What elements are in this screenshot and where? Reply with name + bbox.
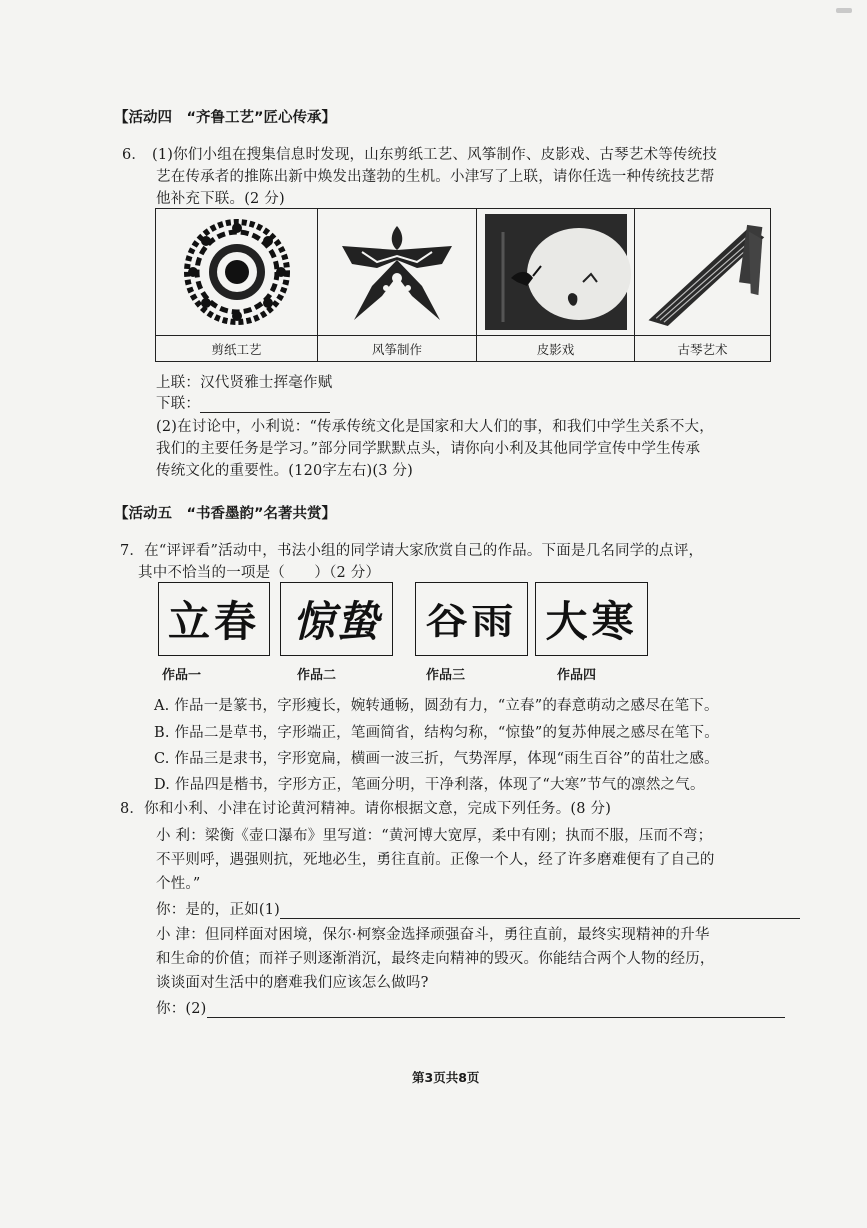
work-3-chars: 谷雨 (425, 600, 518, 642)
work-2-caption: 作品二 (297, 668, 337, 683)
q6-part1-line3: 他补充下联。(2 分) (156, 191, 285, 207)
work-4-calligraphy (535, 582, 648, 656)
q6-part1-line1: (1)你们小组在搜集信息时发现，山东剪纸工艺、风筝制作、皮影戏、古琴艺术等传统技 (152, 147, 718, 163)
work-1-chars: 立春 (167, 597, 260, 646)
work-1-caption: 作品一 (162, 668, 202, 683)
work-3-calligraphy (415, 582, 528, 656)
q8-xiaojin-line3: 谈谈面对生活中的磨难我们应该怎么做吗? (156, 975, 429, 991)
lower-couplet-row (156, 392, 330, 413)
craft-caption-kite: 风筝制作 (318, 336, 477, 361)
q6-part2-line1: (2)在讨论中，小利说：“传承传统文化是国家和大人们的事，和我们中学生关系不大， (156, 419, 714, 435)
work-2-chars: 惊蛰 (292, 597, 381, 646)
q7-line1: 7．在“评评看”活动中，书法小组的同学请大家欣赏自己的作品。下面是几名同学的点评， (120, 543, 704, 559)
q8-you-2-label: 你：(2) (156, 1001, 207, 1017)
craft-caption-shadow-puppet: 皮影戏 (477, 336, 635, 361)
work-3-caption: 作品三 (426, 668, 466, 683)
lower-couplet-answer-line[interactable] (200, 398, 330, 413)
shadow-puppet-icon (477, 209, 635, 336)
lower-couplet-label: 下联： (156, 396, 201, 412)
q7-option-a: A. 作品一是篆书，字形瘦长，婉转通畅，圆劲有力，“立春”的春意萌动之感尽在笔下。 (154, 698, 719, 714)
q8-xiaojin-line1: 小 津：但同样面对困境，保尔·柯察金选择顽强奋斗，勇往直前，最终实现精神的升华 (156, 927, 710, 943)
craft-caption-paper-cut: 剪纸工艺 (156, 336, 318, 361)
q7-option-b: B. 作品二是草书，字形端正，笔画简省，结构匀称，“惊蛰”的复苏伸展之感尽在笔下。 (154, 725, 719, 741)
q7-option-c: C. 作品三是隶书，字形宽扁，横画一波三折，气势浑厚，体现“雨生百谷”的苗壮之感。 (154, 751, 719, 767)
activity5-heading: 【活动五 “书香墨韵”名著共赏】 (114, 506, 337, 522)
kite-icon (318, 209, 477, 336)
q6-number: 6． (122, 147, 147, 163)
q8-xiaojin-line2: 和生命的价值；而祥子则逐渐消沉，最终走向精神的毁灭。你能结合两个人物的经历， (156, 951, 715, 967)
activity4-heading: 【活动四 “齐鲁工艺”匠心传承】 (114, 110, 337, 126)
crafts-table (155, 208, 771, 362)
q8-xiaoli-line3: 个性。” (156, 876, 201, 892)
q8-you-row-2 (156, 997, 785, 1018)
q7-line2: 其中不恰当的一项是（ ）（2 分） (138, 565, 381, 581)
q6-part2-line2: 我们的主要任务是学习。”部分同学默默点头，请你向小利及其他同学宣传中学生传承 (156, 441, 701, 457)
page-number: 第3页共8页 (412, 1070, 480, 1085)
q8-you-1-label: 你：是的，正如(1) (156, 902, 281, 918)
q8-answer-line-2[interactable] (207, 1003, 785, 1018)
paper-cut-icon (156, 209, 318, 336)
q8-you-row-1 (156, 898, 800, 919)
q8-xiaoli-line2: 不平则呼，遇强则抗，死地必生，勇往直前。正像一个人，经了许多磨难便有了自己的 (156, 852, 715, 868)
q8-line1: 8．你和小利、小津在讨论黄河精神。请你根据文意，完成下列任务。(8 分) (120, 801, 612, 817)
q6-part2-line3: 传统文化的重要性。(120字左右)(3 分) (156, 463, 414, 479)
work-4-chars: 大寒 (545, 597, 638, 646)
q6-part1-line2: 艺在传承者的推陈出新中焕发出蓬勃的生机。小津写了上联，请你任选一种传统技艺帮 (156, 169, 715, 185)
q7-option-d: D. 作品四是楷书，字形方正，笔画分明，干净利落，体现了“大寒”节气的凛然之气。 (154, 777, 705, 793)
scan-mark (836, 8, 852, 13)
q8-xiaoli-line1: 小 利：梁衡《壶口瀑布》里写道：“黄河博大宽厚，柔中有刚；执而不服，压而不弯； (156, 828, 713, 844)
craft-caption-guqin: 古琴艺术 (677, 341, 728, 357)
work-2-calligraphy (280, 582, 393, 656)
guqin-icon (635, 209, 770, 336)
q8-answer-line-1[interactable] (280, 904, 800, 919)
work-4-caption: 作品四 (557, 668, 597, 683)
work-1-calligraphy (158, 582, 270, 656)
upper-couplet: 上联：汉代贤雅士挥毫作赋 (156, 375, 333, 391)
